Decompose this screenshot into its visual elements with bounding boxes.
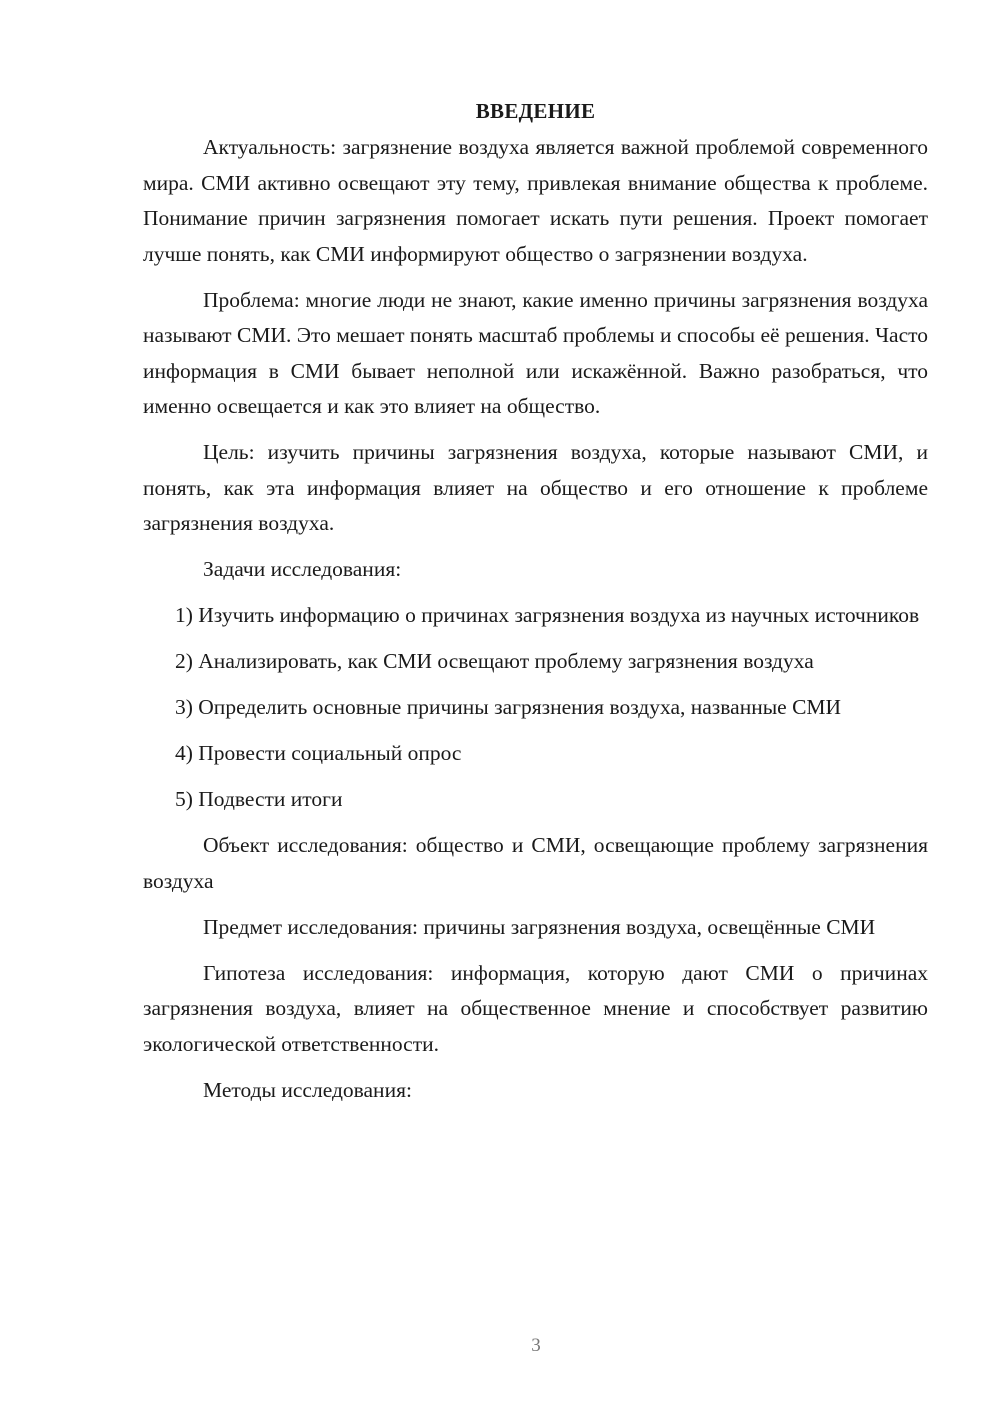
tasks-list [143, 598, 928, 818]
task-item: 3) Определить основные причины загрязнения воздуха, названные СМИ [175, 695, 842, 719]
paragraph-relevance: Актуальность: загрязнение воздуха является важной проблемой современного мира. СМИ активно освещают эту тему, привлекая внимание общества к проблеме. Понимание причин загрязнения помогает искать пути решения. Проект помогает лучше понять, как СМИ информируют общество о загрязнении воздуха. [143, 135, 928, 266]
paragraph-subject: Предмет исследования: причины загрязнения воздуха, освещённые СМИ [203, 914, 876, 939]
tasks-heading: Задачи исследования: [203, 557, 402, 581]
paragraph-goal: Цель: изучить причины загрязнения воздуха, которые называют СМИ, и понять, как эта информация влияет на общество и его отношение к проблеме загрязнения воздуха. [143, 440, 928, 535]
paragraph-hypothesis: Гипотеза исследования: информация, которую дают СМИ о причинах загрязнения воздуха, влияет на общественное мнение и способствует развитию экологической ответственности. [143, 960, 928, 1056]
page-content [143, 96, 928, 1119]
page-number: 3 [531, 1335, 541, 1356]
task-item: 4) Провести социальный опрос [175, 741, 462, 765]
paragraph-problem: Проблема: многие люди не знают, какие именно причины загрязнения воздуха называют СМИ. Это мешает понять масштаб проблемы и способы её решения. Часто информация в СМИ бывает неполной или искажённой. Важно разобраться, что именно освещается и как это влияет на общество. [143, 287, 928, 418]
task-item: 5) Подвести итоги [175, 787, 343, 811]
task-item: 1) Изучить информацию о причинах загрязнения воздуха из научных источников [175, 603, 920, 627]
task-item: 2) Анализировать, как СМИ освещают проблему загрязнения воздуха [175, 649, 814, 673]
paragraph-object: Объект исследования: общество и СМИ, освещающие проблему загрязнения воздуха [143, 833, 928, 893]
methods-heading: Методы исследования: [203, 1077, 412, 1102]
section-title: ВВЕДЕНИЕ [475, 99, 596, 123]
